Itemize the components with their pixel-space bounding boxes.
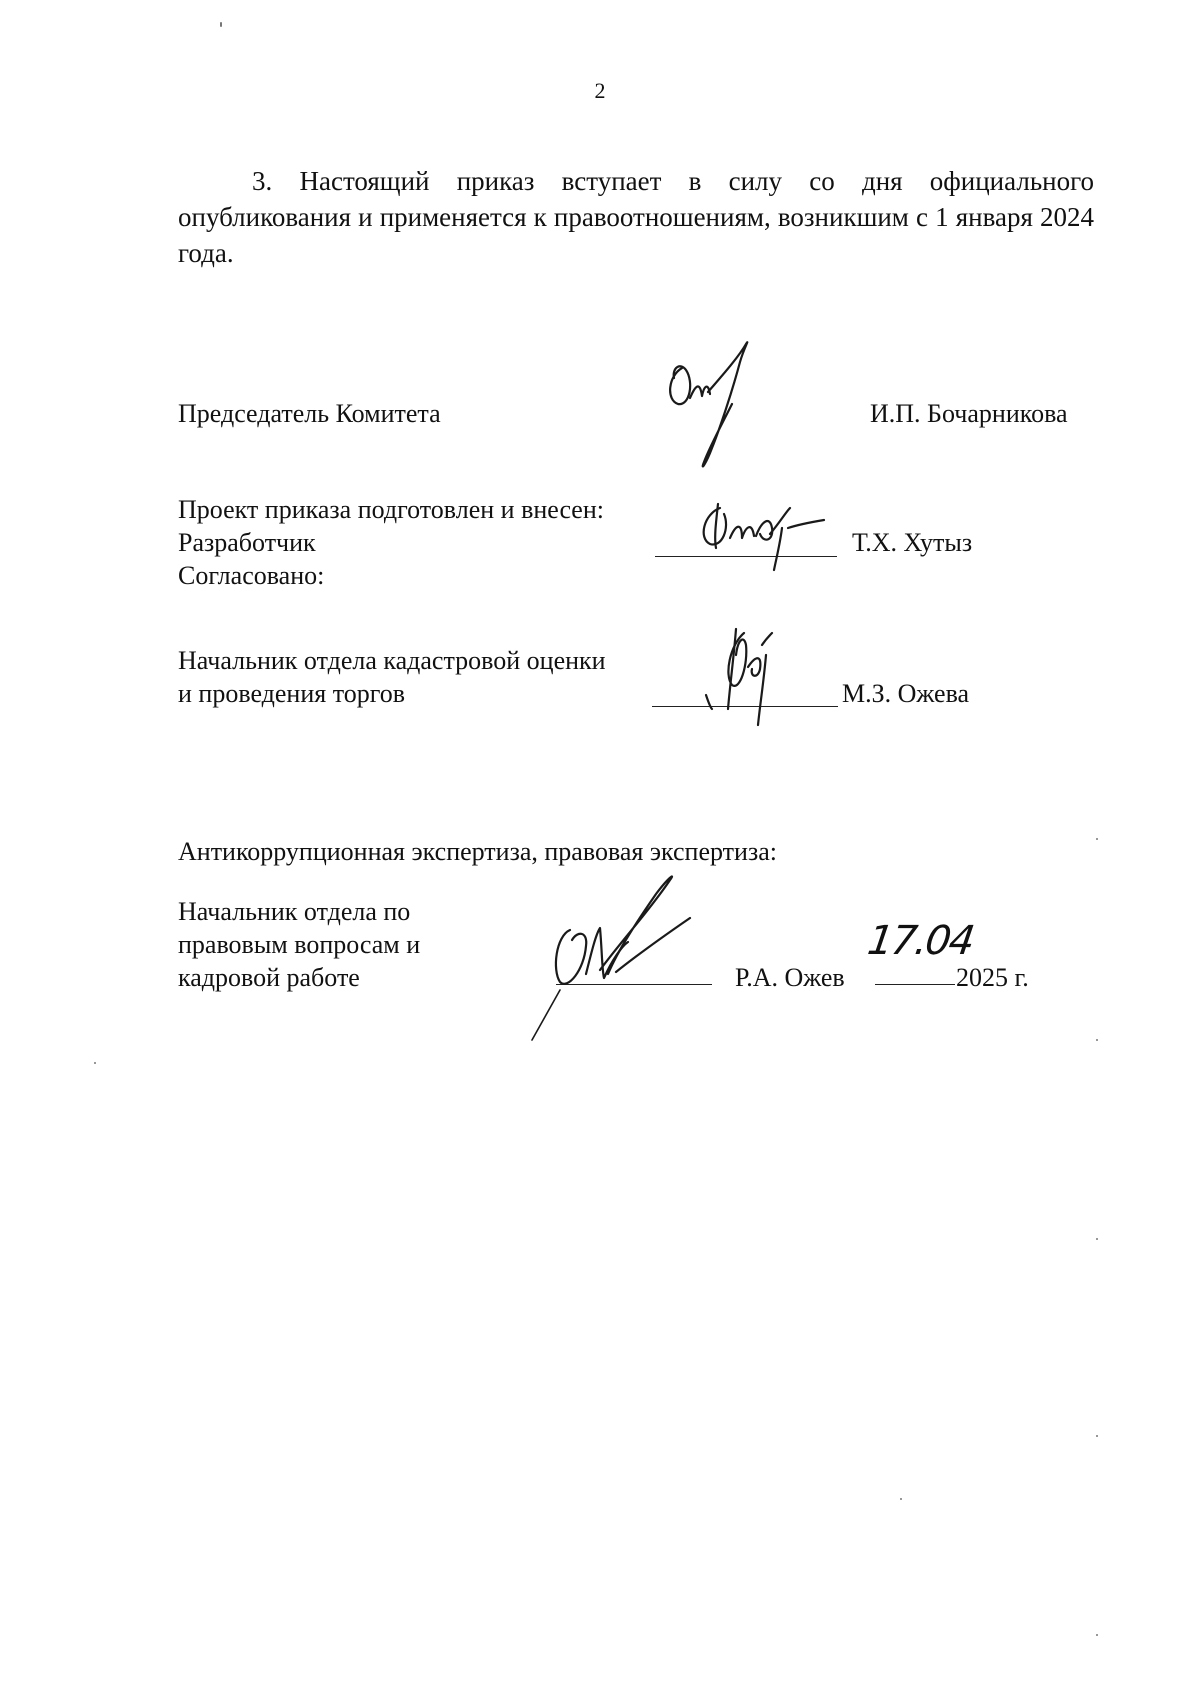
developer-signature: [690, 498, 830, 578]
legal-title-line2: правовым вопросам и: [178, 930, 421, 959]
expertise-heading: Антикоррупционная экспертиза, правовая экспертиза:: [178, 837, 777, 866]
legal-title-line3: кадровой работе: [178, 963, 360, 992]
chairman-title: Председатель Комитета: [178, 399, 441, 428]
scan-speck: [1096, 838, 1098, 840]
prepared-label: Проект приказа подготовлен и внесен:: [178, 495, 604, 524]
legal-date-year: 2025 г.: [956, 963, 1029, 992]
developer-role: Разработчик: [178, 528, 316, 557]
chairman-name: И.П. Бочарникова: [870, 399, 1068, 428]
date-underline: [875, 984, 955, 985]
scan-speck: [94, 1062, 96, 1064]
legal-title-line1: Начальник отдела по: [178, 897, 411, 926]
scan-speck: [220, 22, 222, 27]
handwritten-date: 17.04: [864, 918, 976, 964]
order-paragraph: 3. Настоящий приказ вступает в силу со дня официального опубликования и применяется к правоотношениям, возникшим с 1 января 2024 года.: [178, 166, 1094, 268]
scan-speck: [1096, 1634, 1098, 1636]
scan-speck: [1096, 1039, 1098, 1041]
cadastral-title-line1: Начальник отдела кадастровой оценки: [178, 646, 606, 675]
cadastral-title-line2: и проведения торгов: [178, 679, 406, 708]
cadastral-signature: [700, 625, 790, 730]
legal-name: Р.А. Ожев: [735, 963, 845, 992]
scan-speck: [900, 1498, 902, 1500]
cadastral-name: М.З. Ожева: [842, 679, 970, 708]
legal-signature: [530, 870, 710, 1045]
scan-speck: [1096, 1435, 1098, 1437]
agreed-label: Согласовано:: [178, 561, 325, 590]
developer-name: Т.Х. Хутыз: [852, 528, 973, 557]
page-number: 2: [594, 78, 606, 103]
chairman-signature: [660, 338, 770, 473]
scan-speck: [1096, 1238, 1098, 1240]
